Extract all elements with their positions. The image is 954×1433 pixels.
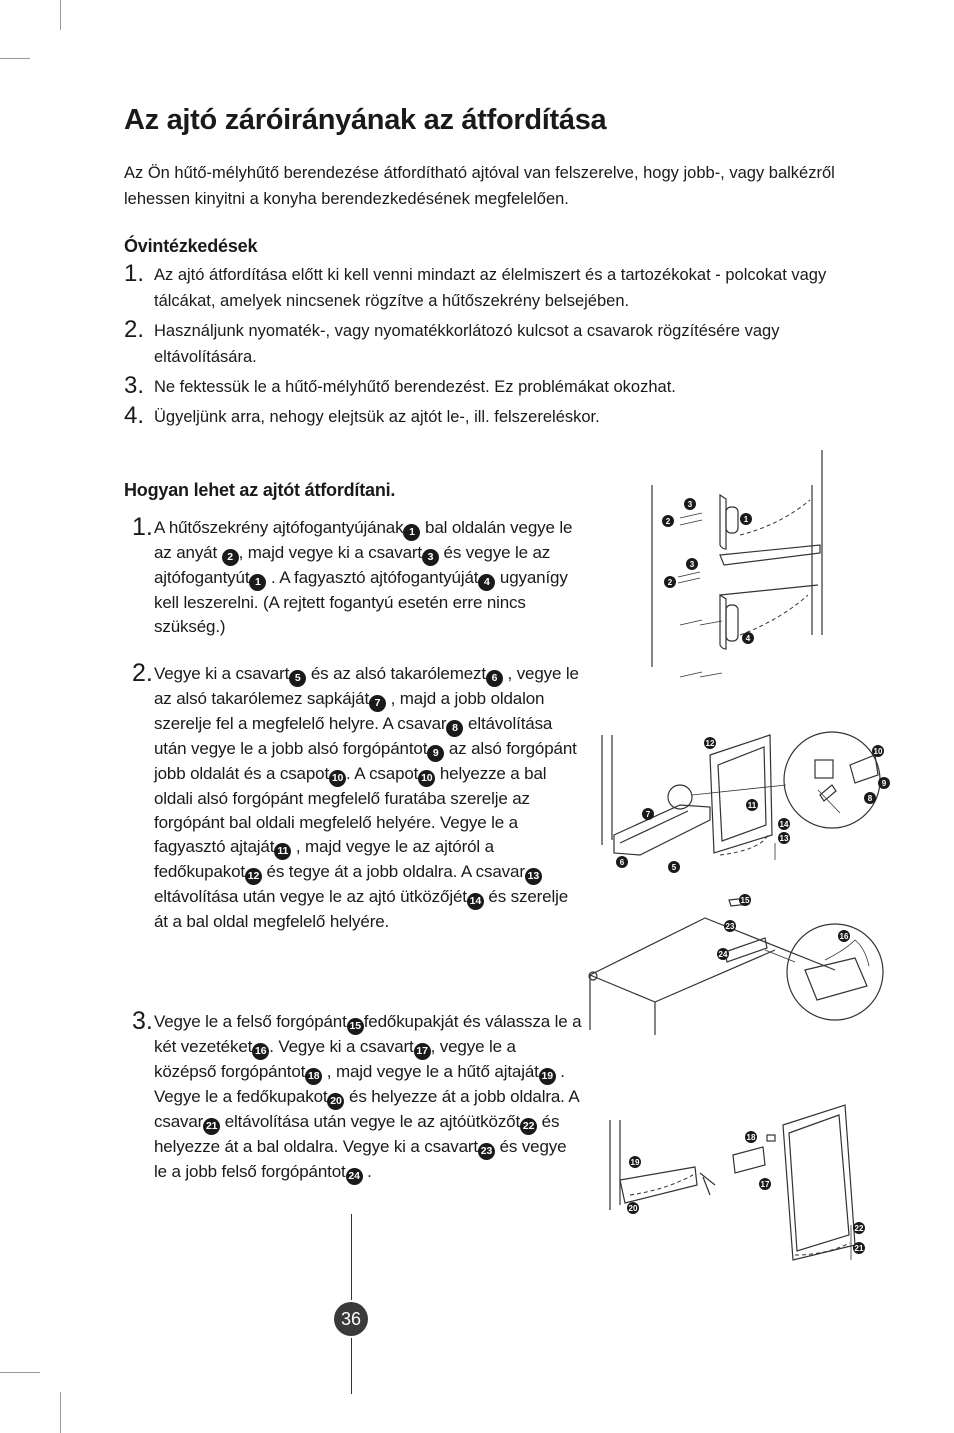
svg-text:22: 22 (854, 1224, 864, 1233)
step-1: 1. A hűtőszekrény ajtófogantyújának 1 bal oldalán vegye le az anyát 2 , majd vegye ki a csavart 3 és vegye le az ajtófogantyút 1 . A fagyasztó ajtófogantyúját 4 ugyanígy kell leszerelni. (A rejtett fogantyú esetén erre nincs szükség.) (132, 513, 573, 637)
callout-17: 17 (414, 1043, 431, 1060)
callout-16 (838, 930, 850, 942)
callout-10: 10 (329, 770, 346, 787)
callout-18 (745, 1131, 757, 1143)
callout-15 (739, 894, 751, 906)
svg-text:2: 2 (665, 517, 671, 526)
svg-text:13: 13 (779, 834, 789, 843)
precautions-heading: Óvintézkedések (124, 236, 258, 256)
crop-mark (60, 1392, 61, 1433)
callout-10 (872, 745, 884, 757)
page-line (351, 1338, 352, 1394)
list-item: 4. Ügyeljünk arra, nehogy elejtsük az ajtót le-, ill. felszereléskor. (124, 402, 600, 429)
callout-18: 18 (305, 1068, 322, 1085)
svg-text:21: 21 (854, 1244, 864, 1253)
figure-handle-removal (640, 445, 840, 695)
svg-text:17: 17 (760, 1180, 770, 1189)
callout-1 (740, 513, 752, 525)
page-title: Az ajtó záróirányának az átfordítása (124, 104, 607, 136)
callout-14: 14 (467, 893, 484, 910)
callout-21 (853, 1242, 865, 1254)
callout-24: 24 (346, 1168, 363, 1185)
callout-12: 12 (245, 868, 262, 885)
svg-text:23: 23 (725, 922, 735, 931)
page-line (351, 1214, 352, 1300)
page-number: 36 (334, 1302, 368, 1336)
crop-mark (0, 58, 30, 59)
precautions-list (124, 262, 874, 434)
callout-1: 1 (249, 574, 266, 591)
svg-text:12: 12 (705, 739, 715, 748)
crop-mark (0, 1372, 40, 1373)
list-item: 1. Az ajtó átfordítása előtt ki kell venni mindazt az élelmiszert és a tartozékokat - polcokat vagy tálcákat, amelyek nincsenek rögzítve a hűtőszekrény belsejében. (124, 260, 827, 310)
callout-20: 20 (327, 1093, 344, 1110)
svg-text:8: 8 (867, 794, 873, 803)
callout-17 (759, 1178, 771, 1190)
callout-4 (742, 632, 754, 644)
svg-text:24: 24 (718, 950, 728, 959)
figure-lower-hinge (600, 725, 900, 885)
callout-10: 10 (418, 770, 435, 787)
svg-text:19: 19 (630, 1158, 640, 1167)
howto-heading: Hogyan lehet az ajtót átfordítani. (124, 480, 396, 500)
svg-text:10: 10 (873, 747, 883, 756)
svg-text:20: 20 (628, 1204, 638, 1213)
svg-text:7: 7 (645, 810, 651, 819)
intro-paragraph: Az Ön hűtő-mélyhűtő berendezése átfordítható ajtóval van felszerelve, hogy jobb-, vagy balkézről lehessen kinyitni a konyha berendezkedésének megfelelően. (124, 164, 835, 208)
callout-11: 11 (274, 843, 291, 860)
svg-text:11: 11 (747, 801, 757, 810)
crop-mark (60, 0, 61, 30)
callout-4: 4 (478, 574, 495, 591)
svg-text:6: 6 (619, 858, 625, 867)
callout-23: 23 (478, 1143, 495, 1160)
callout-11 (746, 799, 758, 811)
callout-12 (704, 737, 716, 749)
svg-text:14: 14 (779, 820, 789, 829)
callout-19 (629, 1156, 641, 1168)
callout-19: 19 (539, 1068, 556, 1085)
callout-23 (724, 920, 736, 932)
callout-7 (642, 808, 654, 820)
callout-5: 5 (289, 670, 306, 687)
svg-text:9: 9 (881, 779, 887, 788)
callout-20 (627, 1202, 639, 1214)
callout-21: 21 (203, 1118, 220, 1135)
callout-3 (686, 558, 698, 570)
callout-13 (778, 832, 790, 844)
callout-22 (853, 1222, 865, 1234)
callout-8: 8 (446, 720, 463, 737)
callout-2 (664, 576, 676, 588)
callout-2 (662, 515, 674, 527)
svg-text:15: 15 (740, 896, 750, 905)
svg-text:18: 18 (746, 1133, 756, 1142)
callout-3 (684, 498, 696, 510)
callout-24 (717, 948, 729, 960)
callout-13: 13 (525, 868, 542, 885)
figure-upper-hinge (585, 890, 895, 1040)
figure-middle-hinge (605, 1095, 875, 1275)
callout-7: 7 (369, 695, 386, 712)
step-2: 2. Vegye ki a csavart 5 és az alsó takarólemezt 6 , vegye le az alsó takarólemez sapkáját 7 , majd a jobb oldalon szerelje fel a megfelelő helyre. A csavar 8 eltávolítása után vegye le a jobb alsó forgópántot 9 az alsó forgópánt jobb oldalát és a csapot 10 . A csapot 10 helyezze a bal oldali alsó forgópánt megfelelő furatába szerelje az forgópánt bal oldali megfelelő helyére. Vegye le a fagyasztó ajtaját 11 , majd vegye le az ajtóról a fedőkupakot 12 és tegye át a jobb oldalra. A csavar 13 eltávolítása után vegye le az ajtó ütközőjét 14 és szerelje át a bal oldal megfelelő helyére. (132, 659, 579, 932)
svg-text:1: 1 (743, 515, 749, 524)
svg-text:3: 3 (687, 500, 693, 509)
callout-14 (778, 818, 790, 830)
callout-6: 6 (486, 670, 503, 687)
callout-9 (878, 777, 890, 789)
callout-15: 15 (347, 1018, 364, 1035)
callout-16: 16 (252, 1043, 269, 1060)
step-3: 3. Vegye le a felső forgópánt 15 fedőkupakját és válassza le a két vezetéket 16 . Vegye ki a csavart 17 , vegye le a középső forgópántot 18 , majd vegye le a hűtő ajtaját 19 . Vegye le a fedőkupakot 20 és helyezze át a jobb oldalra. A csavar 21 eltávolítása után vegye le az ajtóütközőt 22 és helyezze át a bal oldalra. Vegye ki a csavart 23 és vegye le a jobb felső forgópántot 24 . (132, 1010, 582, 1185)
callout-5 (668, 861, 680, 873)
callout-2: 2 (222, 549, 239, 566)
list-item: 3. Ne fektessük le a hűtő-mélyhűtő berendezést. Ez problémákat okozhat. (124, 372, 676, 399)
svg-text:4: 4 (745, 634, 751, 643)
callout-3: 3 (422, 549, 439, 566)
callout-6 (616, 856, 628, 868)
svg-text:16: 16 (839, 932, 849, 941)
svg-text:5: 5 (671, 863, 677, 872)
callout-22: 22 (520, 1118, 537, 1135)
svg-text:2: 2 (667, 578, 673, 587)
svg-text:3: 3 (689, 560, 695, 569)
callout-8 (864, 792, 876, 804)
callout-1: 1 (403, 524, 420, 541)
list-item: 2. Használjunk nyomaték-, vagy nyomatékkorlátozó kulcsot a csavarok rögzítésére vagy eltávolítására. (124, 316, 780, 366)
callout-9: 9 (427, 745, 444, 762)
